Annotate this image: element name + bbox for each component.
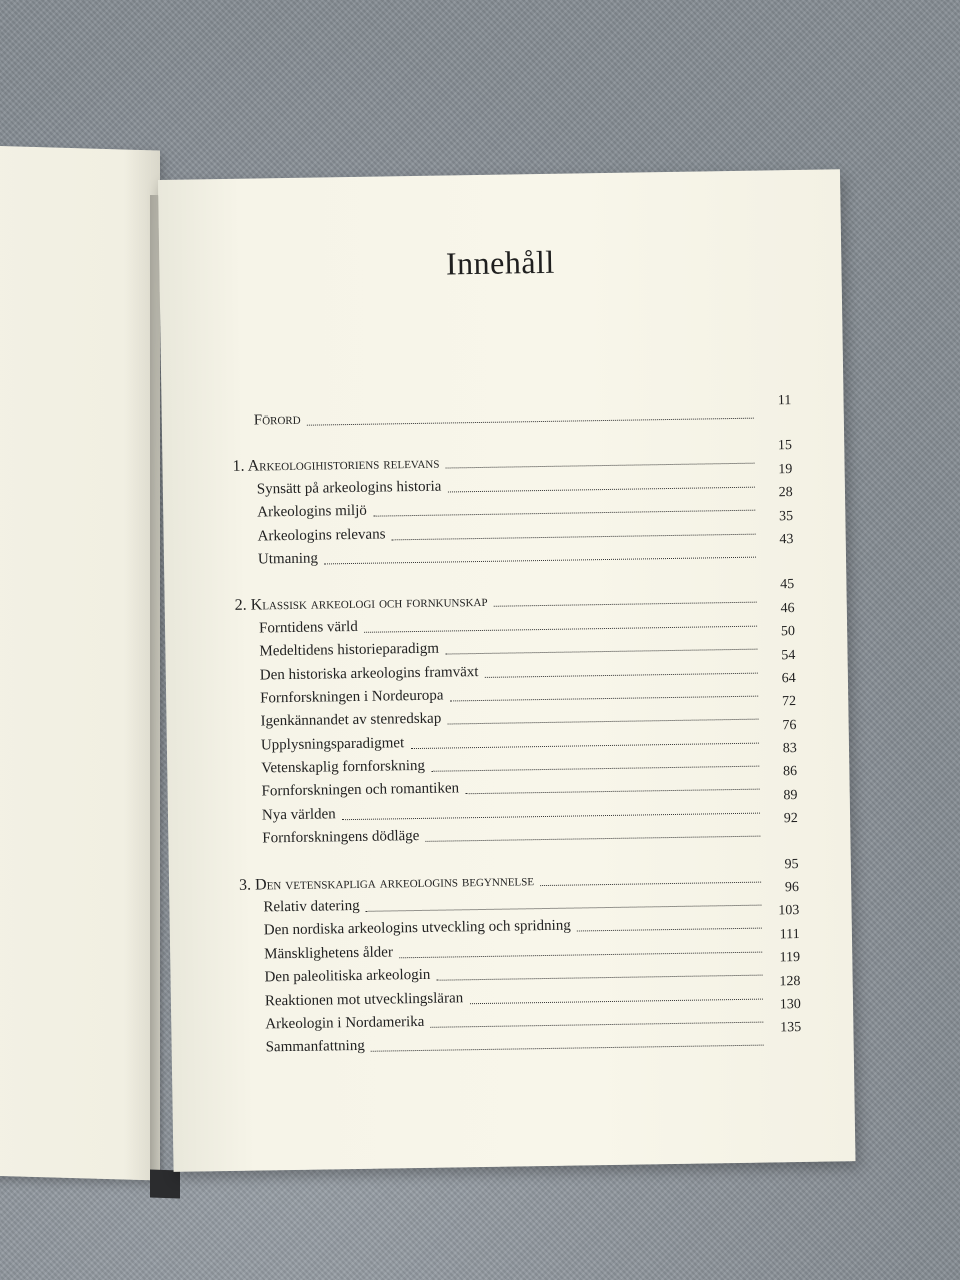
toc-dot-leader <box>448 486 755 492</box>
toc-page-number: 46 <box>780 600 795 617</box>
toc-dot-leader <box>364 625 757 632</box>
right-page <box>158 169 855 1172</box>
toc-section-label: Igenkännandet av stenredskap <box>260 710 442 730</box>
toc-chapter-number: 2. <box>234 597 247 615</box>
toc-dot-leader <box>448 719 759 725</box>
toc-dot-leader <box>540 881 761 885</box>
toc-page-number: 89 <box>783 787 798 804</box>
toc-dot-leader <box>577 928 762 932</box>
toc-section-label: Den paleolitiska arkeologin <box>264 967 431 986</box>
toc-section-label: Fornforskningen och romantiken <box>261 780 460 800</box>
toc-section-label: Mänsklighetens ålder <box>264 944 394 963</box>
toc-dot-leader <box>366 905 761 912</box>
toc-chapter-heading <box>235 593 488 615</box>
toc-dot-leader <box>446 463 755 469</box>
toc-page-number: 128 <box>779 973 801 989</box>
page-title: Innehåll <box>445 243 556 282</box>
toc-dot-leader <box>465 789 759 795</box>
toc-page-number: 54 <box>781 647 796 663</box>
toc-chapter-label: Den vetenskapliga arkeologins begynnelse <box>254 871 535 894</box>
toc-section-label: Den historiska arkeologins framväxt <box>259 663 479 683</box>
toc-page-number: 96 <box>784 880 800 896</box>
toc-page-number: 45 <box>780 577 795 593</box>
toc-chapter-label: Klassisk arkeologi och fornkunskap <box>250 593 488 614</box>
toc-page-number: 95 <box>784 856 799 872</box>
toc-page-number: 50 <box>780 624 796 640</box>
toc-section-label: Den nordiska arkeologins utveckling och spridning <box>263 918 571 939</box>
toc-dot-leader <box>445 649 757 655</box>
toc-section-label: Arkeologin i Nordamerika <box>265 1013 425 1033</box>
toc-section-label: Fornforskningen i Nordeuropa <box>260 687 444 707</box>
left-page <box>0 145 160 1180</box>
toc-chapter-number: 1. <box>232 458 245 476</box>
toc-dot-leader <box>392 533 756 540</box>
toc-chapter-number: 3. <box>238 876 252 894</box>
toc-dot-leader <box>431 1022 764 1028</box>
toc-section-label: Reaktionen mot utvecklingsläran <box>264 989 464 1010</box>
toc-chapter-heading <box>239 872 534 895</box>
toc-page-number: 119 <box>779 950 801 966</box>
toc-section-label: Relativ datering <box>263 897 360 916</box>
toc-page-number: 72 <box>781 694 797 710</box>
toc-page-number: 28 <box>778 485 793 501</box>
toc-page-number: 76 <box>782 717 797 733</box>
book-cover-edge <box>150 1169 180 1198</box>
toc-page-number: 43 <box>779 532 794 548</box>
toc-page-number: 86 <box>783 764 798 780</box>
toc-dot-leader <box>324 557 756 565</box>
toc-section-label: Sammanfattning <box>265 1038 365 1056</box>
toc-page-number: 35 <box>778 508 794 524</box>
toc-dot-leader <box>431 766 759 772</box>
toc-dot-leader <box>494 602 757 607</box>
toc-page-number: 64 <box>781 670 796 687</box>
toc-dot-leader <box>399 951 762 958</box>
toc-dot-leader <box>373 510 755 517</box>
toc-page-number: 111 <box>779 926 800 943</box>
table-of-contents <box>232 393 802 1063</box>
toc-section-label: Synsätt på arkeologins historia <box>256 478 442 498</box>
toc-dot-leader <box>450 696 758 702</box>
toc-page-number: 15 <box>777 438 793 454</box>
toc-dot-leader <box>485 672 758 677</box>
toc-dot-leader <box>426 836 761 842</box>
toc-dot-leader <box>307 418 754 426</box>
toc-section-label: Arkeologins miljö <box>257 502 367 521</box>
toc-page-number: 92 <box>783 811 798 827</box>
toc-chapter-heading <box>232 455 439 476</box>
toc-section-label: Vetenskaplig fornforskning <box>261 757 426 777</box>
toc-page-number: 11 <box>777 393 792 409</box>
toc-section-label: Forntidens värld <box>258 618 358 637</box>
toc-section-label: Arkeologins relevans <box>257 526 386 545</box>
toc-section-label: Medeltidens historieparadigm <box>259 640 440 660</box>
toc-page-number: 19 <box>778 461 793 478</box>
toc-section-label: Utmaning <box>257 550 319 568</box>
toc-front-label: Förord <box>253 411 301 429</box>
toc-section-label: Upplysningsparadigmet <box>260 734 405 754</box>
toc-dot-leader <box>342 812 760 820</box>
toc-section-label: Fornforskningens dödläge <box>262 828 420 847</box>
toc-dot-leader <box>371 1045 764 1052</box>
toc-page-number: 83 <box>782 741 797 757</box>
toc-page-number: 130 <box>779 996 801 1013</box>
toc-page-number: 103 <box>778 903 800 919</box>
toc-dot-leader <box>411 742 759 748</box>
toc-section-label: Nya världen <box>261 806 336 824</box>
toc-dot-leader <box>437 975 763 981</box>
toc-chapter-label: Arkeologihistoriens relevans <box>247 455 440 476</box>
toc-page-number: 135 <box>780 1020 802 1036</box>
toc-dot-leader <box>469 998 762 1004</box>
